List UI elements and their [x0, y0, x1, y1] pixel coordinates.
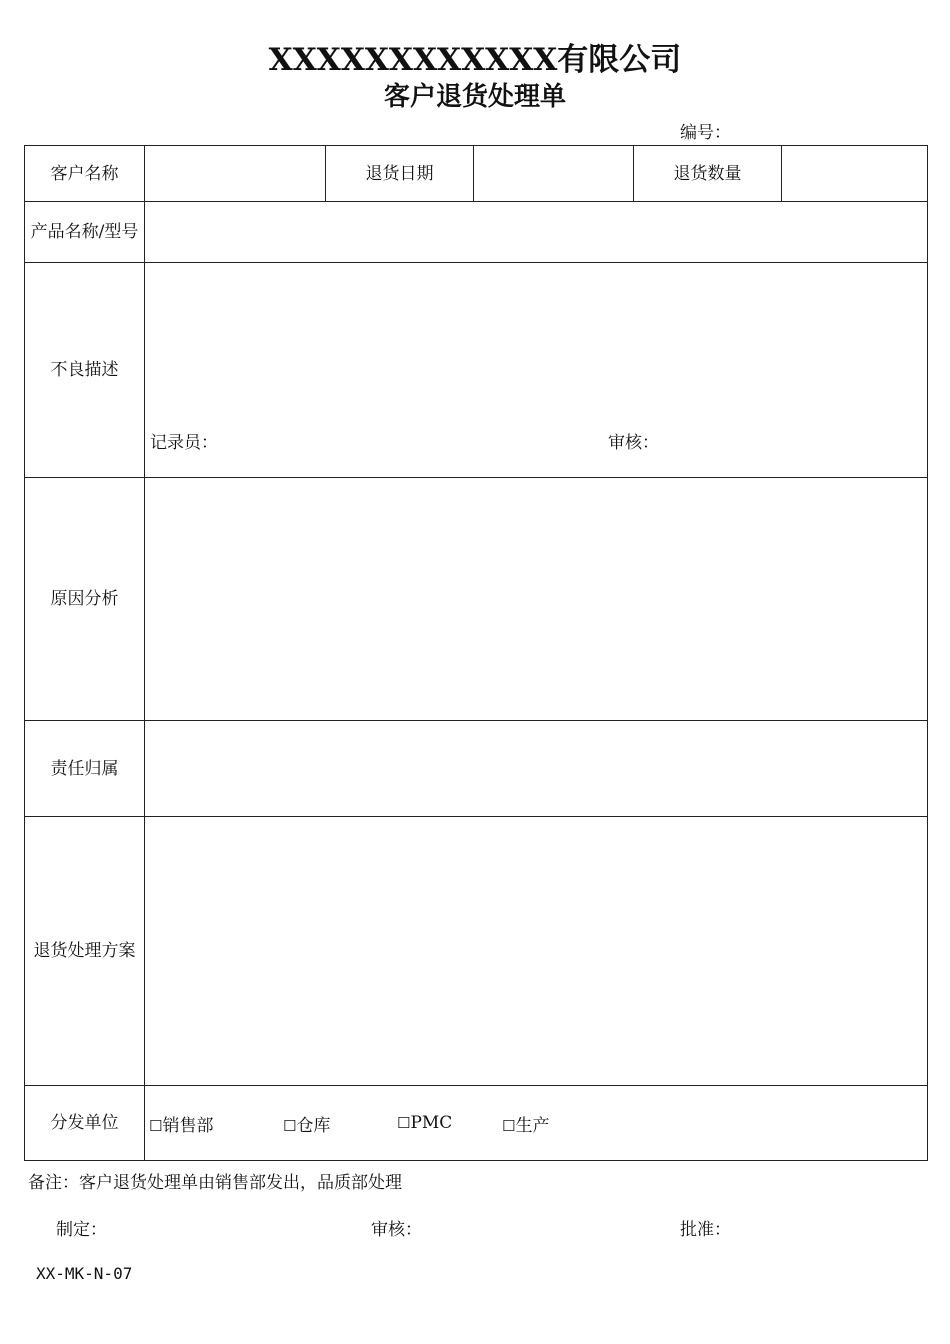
company-name: XXXXXXXXXXXX有限公司: [268, 42, 682, 78]
distribution-option-pmc[interactable]: [397, 1113, 502, 1133]
cause-analysis-label: 原因分析: [25, 478, 145, 721]
customer-name-label: 客户名称: [25, 146, 145, 202]
option-label: 生产: [515, 1115, 550, 1136]
product-name-model-field[interactable]: [145, 202, 928, 263]
checkbox-icon[interactable]: ☐: [283, 1116, 297, 1135]
table-row: [25, 1086, 928, 1161]
return-form-table: [24, 145, 928, 1161]
return-solution-field[interactable]: [145, 817, 928, 1086]
customer-name-field[interactable]: [145, 146, 326, 202]
recorder-label: 记录员：: [150, 433, 218, 453]
return-date-field[interactable]: [474, 146, 634, 202]
checkbox-icon[interactable]: ☐: [149, 1116, 163, 1135]
option-label: 仓库: [296, 1115, 331, 1136]
distribution-option-production[interactable]: [502, 1111, 549, 1136]
form-title: 客户退货处理单: [383, 82, 566, 112]
table-row: [25, 817, 928, 1086]
product-name-model-label: 产品名称/型号: [25, 202, 145, 263]
table-row: [25, 478, 928, 721]
reviewer-label: 审核：: [608, 433, 659, 453]
footer-note: 备注：客户退货处理单由销售部发出，品质部处理: [28, 1173, 402, 1193]
distribution-option-sales[interactable]: [149, 1111, 283, 1136]
return-quantity-label: 退货数量: [634, 146, 782, 202]
defect-description-field[interactable]: [145, 263, 928, 478]
table-row: [25, 146, 928, 202]
return-solution-label: 退货处理方案: [25, 817, 145, 1086]
table-row: [25, 202, 928, 263]
table-row: [25, 721, 928, 817]
option-label: 销售部: [162, 1115, 214, 1136]
distribution-option-warehouse[interactable]: [283, 1111, 397, 1136]
serial-number-label: 编号：: [680, 123, 731, 143]
distribution-label: 分发单位: [25, 1086, 145, 1161]
return-date-label: 退货日期: [326, 146, 474, 202]
return-quantity-field[interactable]: [782, 146, 928, 202]
cause-analysis-field[interactable]: [145, 478, 928, 721]
table-row: [25, 263, 928, 478]
responsibility-field[interactable]: [145, 721, 928, 817]
checkbox-icon[interactable]: ☐: [502, 1116, 516, 1135]
reviewed-by-label: 审核：: [371, 1220, 422, 1240]
option-label: PMC: [410, 1113, 453, 1133]
defect-description-label: 不良描述: [25, 263, 145, 478]
approved-by-label: 批准：: [680, 1220, 731, 1240]
document-code: XX-MK-N-07: [36, 1264, 133, 1283]
checkbox-icon[interactable]: ☐: [397, 1114, 411, 1132]
distribution-field: [145, 1086, 928, 1161]
responsibility-label: 责任归属: [25, 721, 145, 817]
prepared-by-label: 制定：: [56, 1220, 107, 1240]
